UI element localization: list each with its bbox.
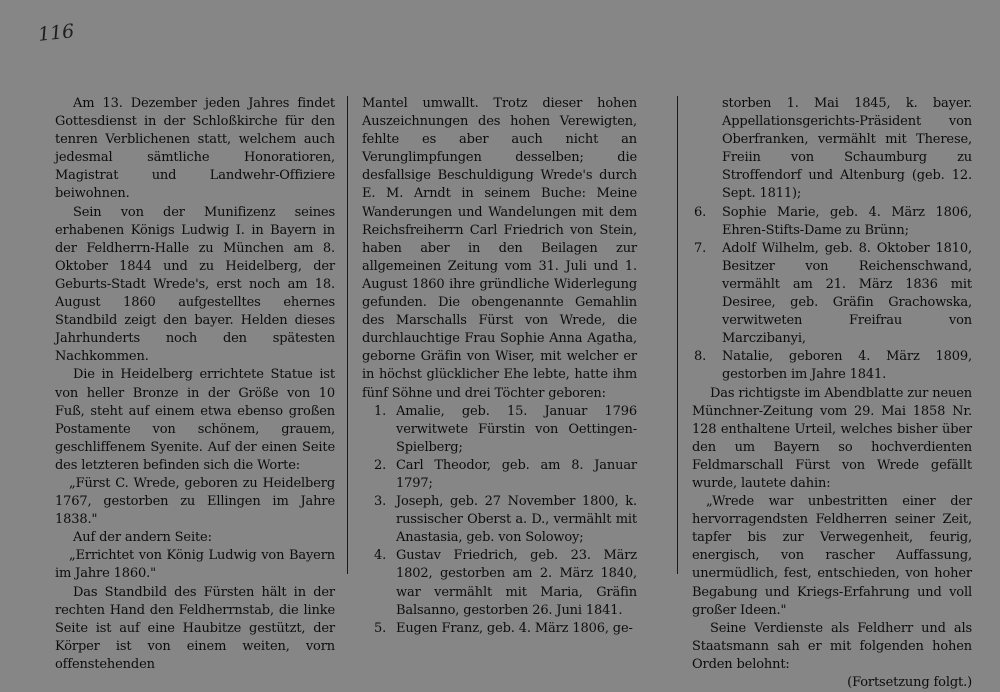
column-divider	[677, 96, 678, 574]
list-item	[362, 493, 637, 547]
page-number: 116	[36, 20, 76, 46]
list-item	[692, 95, 972, 204]
list-item	[692, 348, 972, 384]
list-number: 1.	[374, 403, 387, 419]
list-text: Amalie, geb. 15. Januar 1796 verwitwete Fürstin von Oettingen-Spielberg;	[396, 403, 637, 455]
list-text: Eugen Franz, geb. 4. März 1806, ge-	[396, 620, 633, 636]
text-column-middle	[362, 95, 637, 638]
list-number: 6.	[694, 204, 707, 220]
paragraph: Das richtigste im Abendblatte zur neuen Münchner-Zeitung vom 29. Mai 1858 Nr. 128 enthaltene Urteil, welches bisher über den um Bayern so hochverdienten Feldmarschall Fürst von Wrede gefällt wurde, lautete dahin:	[692, 385, 972, 491]
list-text: Joseph, geb. 27 November 1800, k. russischer Oberst a. D., vermählt mit Anastasia, geb. von Solowoy;	[396, 494, 637, 546]
list-item	[362, 403, 637, 457]
list-text: Adolf Wilhelm, geb. 8. Oktober 1810, Besitzer von Reichenschwand, vermählt am 21. März 1836 mit Desiree, geb. Gräfin Grachowska, verwitweten Freifrau von Marczibanyi,	[722, 240, 972, 347]
children-list	[362, 403, 637, 638]
paragraph: Seine Verdienste als Feldherr und als Staatsmann sah er mit folgenden hohen Orden belohnt:	[692, 620, 972, 672]
list-text: storben 1. Mai 1845, k. bayer. Appellationsgerichts-Präsident von Oberfranken, vermählt mit Therese, Freiin von Schaumburg zu Stroffendorf und Altenburg (geb. 12. Sept. 1811);	[722, 96, 972, 202]
paragraph: Auf der andern Seite:	[73, 530, 212, 546]
paragraph: Das Standbild des Fürsten hält in der rechten Hand den Feldherrnstab, die linke Seite ist auf eine Haubitze gestützt, der Körper ist von einem weiten, vorn offenstehenden	[55, 584, 335, 672]
continuation-note: (Fortsetzung folgt.)	[847, 675, 972, 690]
paragraph: Am 13. Dezember jeden Jahres findet Gottesdienst in der Schloßkirche für den tenren Verblichenen statt, welchem auch jedesmal sämtliche Honoratioren, Magistrat und Landwehr-Offiziere beiwohnen.	[55, 96, 335, 202]
paragraph: Die in Heidelberg errichtete Statue ist von heller Bronze in der Größe von 10 Fuß, steht auf einem etwa ebenso großen Postamente von schönem, grauem, geschliffenem Syenite. Auf der einen Seite des letzteren befinden sich die Worte:	[55, 367, 335, 473]
list-number: 3.	[374, 494, 387, 510]
list-item	[362, 547, 637, 619]
assessment-quote: „Wrede war unbestritten einer der hervorragendsten Feldherren seiner Zeit, tapfer bis zur Verwegenheit, feurig, energisch, von rascher Auffassung, unermüdlich, fest, entschieden, von hoher Begabung und Kriegs-Erfahrung und voll großer Ideen."	[692, 494, 972, 618]
list-number: 2.	[374, 457, 387, 473]
text-column-right	[692, 95, 972, 692]
list-text: Carl Theodor, geb. am 8. Januar 1797;	[396, 457, 637, 491]
list-text: Sophie Marie, geb. 4. März 1806, Ehren-Stifts-Dame zu Brünn;	[722, 204, 972, 238]
column-divider	[347, 96, 348, 574]
inscription-quote: „Errichtet von König Ludwig von Bayern im Jahre 1860."	[55, 548, 335, 582]
list-number: 7.	[694, 240, 707, 256]
list-number: 5.	[374, 620, 387, 636]
list-item	[362, 457, 637, 493]
paragraph: Mantel umwallt. Trotz dieser hohen Auszeichnungen des hohen Verewigten, fehlte es aber auch nicht an Verunglimpfungen desselben; die desfallsige Beschuldigung Wrede's durch E. M. Arndt in seinem Buche: Meine Wanderungen und Wandelungen mit dem Reichsfreiherrn Carl Friedrich von Stein, haben aber in den Beilagen zur allgemeinen Zeitung vom 31. Juli und 1. August 1860 ihre gründliche Widerlegung gefunden. Die obengenannte Gemahlin des Marschalls Fürst von Wrede, die durchlauchtige Frau Sophie Anna Agatha, geborne Gräfin von Wiser, mit welcher er in höchst glücklicher Ehe lebte, hatte ihm fünf Söhne und drei Töchter geboren:	[362, 96, 637, 401]
list-text: Natalie, geboren 4. März 1809, gestorben im Jahre 1841.	[722, 349, 972, 383]
inscription-quote: „Fürst C. Wrede, geboren zu Heidelberg 1767, gestorben zu Ellingen im Jahre 1838."	[55, 475, 335, 528]
list-item	[362, 620, 637, 638]
list-number: 4.	[374, 548, 387, 564]
text-column-left	[55, 95, 335, 674]
paragraph: Sein von der Munifizenz seines erhabenen Königs Ludwig I. in Bayern in der Feldherrn-Halle zu München am 8. Oktober 1844 und zu Heidelberg, der Geburts-Stadt Wrede's, erst noch am 18. August 1860 aufgestelltes ehernes Standbild zeigt den bayer. Helden dieses Jahrhunderts noch den spätesten Nachkommen.	[55, 204, 335, 365]
list-text: Gustav Friedrich, geb. 23. März 1802, gestorben am 2. März 1840, war vermählt mit Maria, Gräfin Balsanno, gestorben 26. Juni 1841.	[396, 548, 637, 618]
children-list	[692, 95, 972, 385]
list-item	[692, 204, 972, 240]
list-number: 8.	[694, 349, 707, 365]
list-item	[692, 240, 972, 349]
